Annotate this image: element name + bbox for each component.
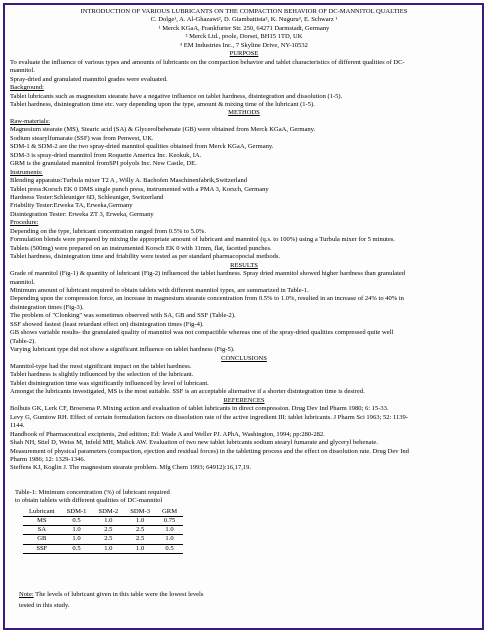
note-label: Note: (19, 591, 34, 598)
table-cell: 1.0 (156, 535, 183, 544)
table-cell: 0.75 (156, 517, 183, 526)
conclusion-line: Amongst the lubricants investigated, MS is the most suitable. SSF is an acceptable alternative if a shorter disintegration time is desired. (10, 388, 365, 396)
table-cell: 1.0 (92, 517, 124, 526)
table-header-cell: GRM (156, 508, 183, 517)
reference-line: Pharm 1986; 12: 1329-1346. (10, 456, 86, 464)
table-cell: MS (23, 517, 61, 526)
poster-page (3, 3, 484, 630)
reference-line: Levy G, Gumtow RH. Effect of certain formulation factors on dissolution rate of the active ingredient III: tablet lubricants. J Pharm Sci 1963; 52: 1139- (10, 413, 408, 421)
table-caption: to obtain tablets with different qualities of DC-mannitol (15, 497, 163, 505)
results-line: Grade of mannitol (Fig-1) & quantity of lubricant (Fig-2) influenced the tablet hardness. Spray dried mannitol showed higher hardness than granulated (10, 270, 406, 278)
instrument-line: Hardness Tester:Schleuniger 6D, Schleuniger, Switzerland (10, 193, 164, 201)
table-cell: 1.0 (124, 544, 156, 553)
table-cell: 2.5 (92, 526, 124, 535)
document-body (10, 8, 478, 473)
authors: C. Dolge¹, A. Al-Ghazawi², D. Giambattista³, K. Nuguru³, E. Schwarz ¹ (150, 16, 338, 24)
lubricant-table (23, 508, 183, 554)
section-heading-purpose: PURPOSE (229, 50, 259, 58)
table-cell: 2.5 (124, 526, 156, 535)
table-cell: 2.5 (92, 535, 124, 544)
reference-line: Measurement of physical parameters (compaction, ejection and residual forces) in the tabletting process and the effect on dissolution rate. Drug Dev Ind (10, 447, 409, 455)
raw-material-line: SDM-3 is spray-dried mannitol from Roquette America Inc. Keokuk, IA. (10, 151, 202, 159)
table-cell: SA (23, 526, 61, 535)
note-text: tested in this study. (19, 602, 70, 609)
table-cell: 0.5 (156, 544, 183, 553)
purpose-line: To evaluate the influence of various types and amounts of lubricants on the compaction behavior and tablet characteristics of different qualities of DC- (10, 58, 405, 66)
results-line: mannitol. (10, 278, 35, 286)
table-cell: 0.5 (61, 517, 93, 526)
instrument-line: Disintegration Tester: Erweka ZT 3, Erweka, Germany (10, 210, 154, 218)
results-line: disintegration times (Fig-3). (10, 303, 84, 311)
affiliation-2: ² Merck Ltd., poole, Dorset, BH15 1TD, UK (185, 33, 303, 41)
reference-line: Bolhuis GK, Lerk CF, Broersma P. Mixing action and evaluation of tablet lubricants in direct compression. Drug Dev Ind Pharm 1980; 6: 15-33. (10, 405, 389, 413)
instrument-line: Friability Tester:Erweka TA, Erweka,Germany (10, 202, 133, 210)
note-text: The levels of lubricant given in this table were the lowest levels (33, 591, 204, 598)
procedure-line: Formulation blends were prepared by mixing the appropriate amount of lubricant and mannitol (q.s. to 100%) using a Turbula mixer for 5 minutes. (10, 236, 395, 244)
results-line: Minimum amount of lubricant required to obtain tablets with different mannitol types, are summarized in Table-1. (10, 286, 309, 294)
results-line: The problem of "Clonking" was sometimes observed with SA, GB and SSF (Table-2). (10, 312, 236, 320)
table-header-cell: Lubricant (23, 508, 61, 517)
results-line: Varying lubricant type did not show a significant influence on tablet hardness (Fig-5). (10, 346, 235, 354)
table-caption: Table-1: Minimum concentration (%) of lubricant required (15, 489, 170, 496)
instrument-line: Blending apparatus:Turbula mixer T2 A , Willy A. Bachofen Maschinenfabrik,Switzerland (10, 177, 248, 185)
conclusion-line: Tablet disintegration time was significantly influenced by level of lubricant. (10, 379, 209, 387)
instrument-line: Tablet press:Korsch EK 0 DMS single punch press, instrumented with a PMA 3, Korsch, Germany (10, 185, 269, 193)
section-heading-conclusions: CONCLUSIONS (221, 354, 267, 362)
table-cell: SSF (23, 544, 61, 553)
results-line: GB shows variable results- the granulated quality of mannitol was not compactible whereas one of the spray-dried qualities compressed quite well (10, 329, 394, 337)
affiliation-3: ³ EM Industries Inc., 7 Skyline Drive, NY-10532 (180, 41, 308, 49)
subheading-instruments: Instruments: (10, 168, 43, 176)
results-line: Depending upon the compression force, an increase in magnesium stearate concentration from 0.5% to 1.0%, resulted in an increase of 24% to 40% in (10, 295, 404, 303)
table-cell: 1.0 (61, 535, 93, 544)
procedure-line: Tablet hardness, disintegration time and friability were tested as per standard pharmacopocial methods. (10, 253, 281, 261)
purpose-line: Spray-dried and granulated mannitol grades were evaluated. (10, 75, 168, 83)
affiliation-1: ¹ Merck KGaA, Frankfurter Str. 250, 64271 Darmstadt, Germany (158, 24, 330, 32)
subheading-procedure: Procedure: (10, 219, 39, 227)
table-header-cell: SDM-2 (92, 508, 124, 517)
raw-material-line: Magnesium stearate (MS), Stearic acid (SA) & Glycerolbehenate (GB) were obtained from Merck KGaA, Germany. (10, 126, 316, 134)
raw-material-line: GRM is the granulated mannitol fromSPI polyols Inc. New Castle, DE. (10, 160, 197, 168)
section-heading-methods: METHODS (228, 109, 260, 117)
table-cell: 1.0 (92, 544, 124, 553)
raw-material-line: Sodium stearylfumarate (SSF) was from Penwest, UK. (10, 134, 154, 142)
results-line: (Table-2). (10, 337, 36, 345)
reference-line: Shah NH, Stiel D, Weiss M, Infeld MH, Malick AW. Evaluation of two new tablet lubricants sodium stearyl fumarate and glyceryl behenate. (10, 439, 378, 447)
conclusion-line: Tablet hardness is slightly influenced by the selection of the lubricant. (10, 371, 194, 379)
section-heading-references: REFERENCES (223, 396, 265, 404)
table-cell: 1.0 (156, 526, 183, 535)
reference-line: Handbook of Pharmaceutical excipients, 2nd edition; Ed: Wade A and Weller PJ. APhA, Washington, 1994; pp:280-282. (10, 430, 325, 438)
table-cell: GB (23, 535, 61, 544)
reference-line: Steffens KJ, Koglin J. The magnesium stearate problem. Mfg Chem 1993; 64912):16,17,19. (10, 464, 252, 472)
table-note (19, 589, 203, 611)
table-header-cell: SDM-3 (124, 508, 156, 517)
table-row (23, 544, 183, 553)
table-cell: 0.5 (61, 544, 93, 553)
subheading-background: Background: (10, 84, 44, 92)
table-cell: 1.0 (124, 517, 156, 526)
table-1-block (15, 489, 275, 554)
table-header-cell: SDM-1 (61, 508, 93, 517)
procedure-line: Depending on the type, lubricant concentration ranged from 0.5% to 5.0%. (10, 227, 206, 235)
table-header-row (23, 508, 183, 517)
purpose-line: mannitol. (10, 67, 35, 75)
table-row (23, 517, 183, 526)
table-cell: 1.0 (61, 526, 93, 535)
reference-line: 1144. (10, 422, 25, 430)
procedure-line: Tablets (500mg) were prepared on an instrumented Korsch EK 0 with 11mm, flat, facetted punches. (10, 244, 272, 252)
background-line: Tablet hardness, disintegration time etc. vary depending upon the type, amount & mixing time of the lubricant (1-5). (10, 100, 315, 108)
conclusion-line: Mannitol-type had the most significant impact on the tablet hardness. (10, 363, 192, 371)
subheading-raw-materials: Raw-materials: (10, 117, 50, 125)
section-heading-results: RESULTS (230, 261, 258, 269)
background-line: Tablet lubricants such as magnesium stearate have a negative influence on tablet hardness, disintegration and dissolution (1-5). (10, 92, 343, 100)
table-cell: 2.5 (124, 535, 156, 544)
document-title: INTRODUCTION OF VARIOUS LUBRICANTS ON THE COMPACTION BEHAVIOR OF DC-MANNITOL QUALTIES (80, 8, 408, 15)
table-row (23, 535, 183, 544)
table-row (23, 526, 183, 535)
results-line: SSF showed fastest (least retardant effect on) disintegration times (Fig-4). (10, 320, 204, 328)
raw-material-line: SDM-1 & SDM-2 are the two spray-dried mannitol qualities obtained from Merck KGaA, Germany. (10, 143, 274, 151)
